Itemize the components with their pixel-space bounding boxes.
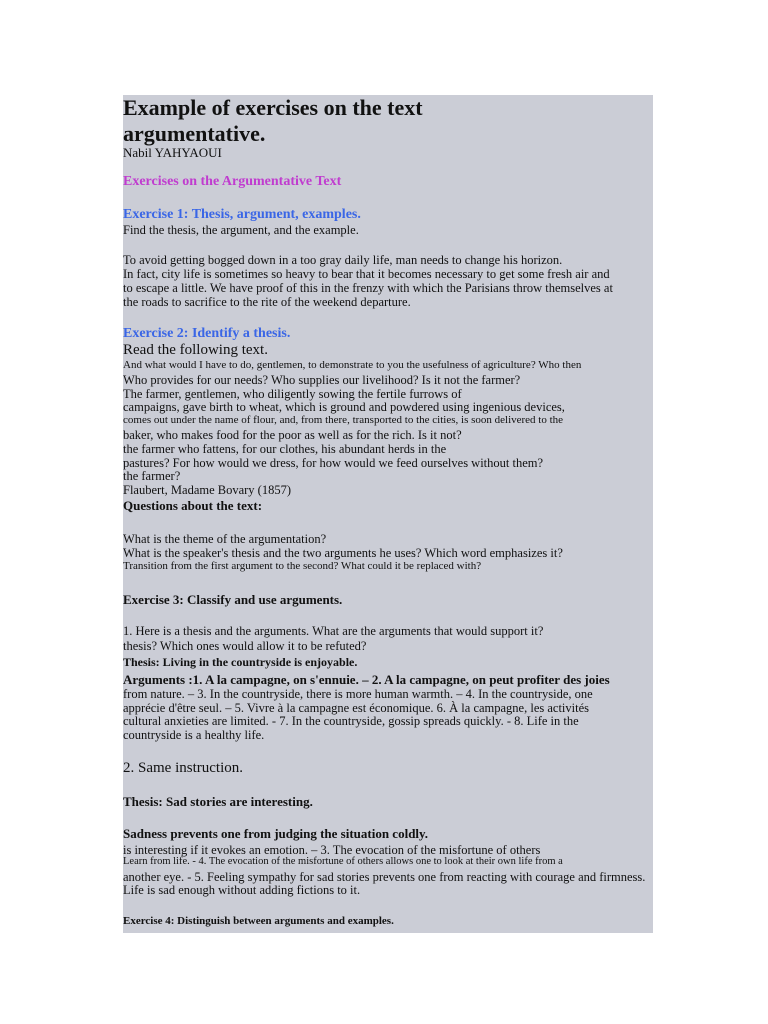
- doc-title-line-2: argumentative.: [123, 121, 266, 146]
- sadness-text-line: Learn from life. - 4. The evocation of the misfortune of others allows one to look at their own life from a: [123, 856, 563, 867]
- arguments-text-line: from nature. – 3. In the countryside, there is more human warmth. – 4. In the countryside, one: [123, 687, 593, 701]
- exercise-1-heading: Exercise 1: Thesis, argument, examples.: [123, 207, 361, 222]
- exercise-1-text-line: the roads to sacrifice to the rite of the weekend departure.: [123, 295, 411, 309]
- exercise-2-text-line: And what would I have to do, gentlemen, to demonstrate to you the usefulness of agriculture? Who then: [123, 359, 582, 371]
- sadness-text-line: Life is sad enough without adding fictions to it.: [123, 883, 361, 897]
- exercise-4-heading: Exercise 4: Distinguish between arguments and examples.: [123, 915, 394, 927]
- arguments-text-line: cultural anxieties are limited. - 7. In the countryside, gossip spreads quickly. - 8. Life in the: [123, 714, 579, 728]
- exercise-1-text-line: To avoid getting bogged down in a too gray daily life, man needs to change his horizon.: [123, 253, 563, 267]
- exercise-2-text-line: pastures? For how would we dress, for how would we feed ourselves without them?: [123, 456, 544, 470]
- exercise-2-text-line: baker, who makes food for the poor as well as for the rich. Is it not?: [123, 428, 462, 442]
- exercise-3-question-1: 1. Here is a thesis and the arguments. What are the arguments that would support it?: [123, 624, 544, 638]
- exercise-2-text-line: the farmer who fattens, for our clothes, his abundant herds in the: [123, 442, 447, 456]
- arguments-text-line: countryside is a healthy life.: [123, 728, 265, 742]
- exercise-2-text-line: comes out under the name of flour, and, from there, transported to the cities, is soon delivered to the: [123, 414, 564, 426]
- exercise-2-heading: Exercise 2: Identify a thesis.: [123, 326, 291, 341]
- exercise-3-question-1-cont: thesis? Which ones would allow it to be refuted?: [123, 639, 367, 653]
- exercise-2-text-line: The farmer, gentlemen, who diligently sowing the fertile furrows of: [123, 387, 462, 401]
- doc-title-line-1: Example of exercises on the text: [123, 95, 423, 120]
- doc-author: Nabil YAHYAOUI: [123, 145, 222, 160]
- questions-heading: Questions about the text:: [123, 498, 263, 513]
- question-item: Transition from the first argument to the second? What could it be replaced with?: [123, 560, 482, 572]
- thesis-1: Thesis: Living in the countryside is enjoyable.: [123, 655, 358, 669]
- sadness-text-line: another eye. - 5. Feeling sympathy for sad stories prevents one from reacting with courage and firmness.: [123, 870, 646, 884]
- section-heading: Exercises on the Argumentative Text: [123, 174, 342, 189]
- exercise-2-text-line: campaigns, gave birth to wheat, which is ground and powdered using ingenious devices,: [123, 400, 565, 414]
- exercise-2-text-line: the farmer?: [123, 469, 181, 483]
- exercise-1-text-line: In fact, city life is sometimes so heavy to bear that it becomes necessary to get some fresh air and: [123, 267, 610, 281]
- exercise-3-question-2: 2. Same instruction.: [123, 760, 243, 776]
- exercise-2-text-line: Who provides for our needs? Who supplies our livelihood? Is it not the farmer?: [123, 373, 521, 387]
- thesis-2: Thesis: Sad stories are interesting.: [123, 794, 313, 809]
- sadness-heading: Sadness prevents one from judging the situation coldly.: [123, 826, 429, 841]
- question-item: What is the speaker's thesis and the two arguments he uses? Which word emphasizes it?: [123, 546, 563, 560]
- question-item: What is the theme of the argumentation?: [123, 532, 327, 546]
- arguments-text-line: apprécie d'être seul. – 5. Vivre à la campagne est économique. 6. À la campagne, les activités: [123, 701, 590, 715]
- exercise-2-read: Read the following text.: [123, 342, 268, 358]
- exercise-1-instruction: Find the thesis, the argument, and the example.: [123, 223, 359, 237]
- exercise-2-source: Flaubert, Madame Bovary (1857): [123, 483, 292, 497]
- exercise-3-heading: Exercise 3: Classify and use arguments.: [123, 592, 343, 607]
- arguments-line: Arguments :1. A la campagne, on s'ennuie. – 2. A la campagne, on peut profiter des joies: [123, 672, 610, 687]
- sadness-text-line: is interesting if it evokes an emotion. – 3. The evocation of the misfortune of others: [123, 843, 541, 857]
- exercise-1-text-line: to escape a little. We have proof of this in the frenzy with which the Parisians throw themselves at: [123, 281, 613, 295]
